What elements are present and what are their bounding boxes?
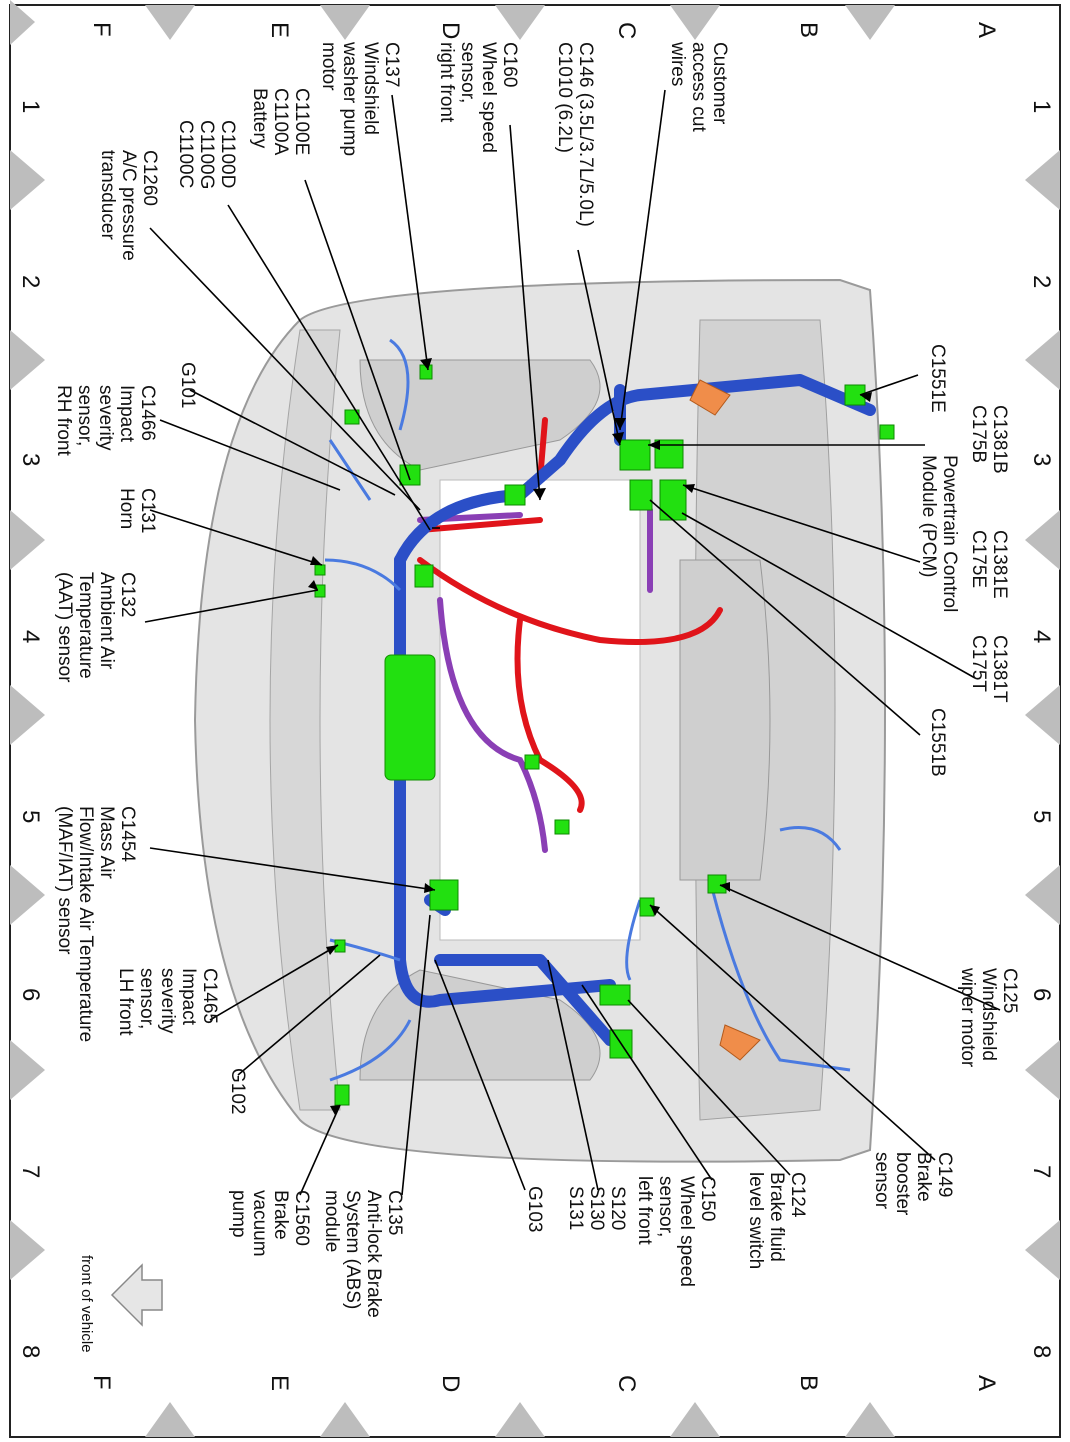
label-c1454-maf-iat: C1454 Mass Air Flow/Intake Air Temperature (MAF/IAT) sensor: [54, 806, 138, 1043]
grid-col-5-right: 5: [1028, 810, 1055, 824]
grid-col-7-right: 7: [1028, 1165, 1055, 1179]
label-c160-wheel-speed-rf: C160 Wheel speed sensor, right front: [436, 42, 520, 153]
grid-col-3-right: 3: [1028, 453, 1055, 467]
label-s120-s130-s131: S120 S130 S131: [565, 1186, 628, 1231]
label-c1465-impact-lh: C1465 Impact severity sensor, LH front: [115, 968, 220, 1036]
label-c124-brake-fluid: C124 Brake fluid level switch: [745, 1172, 808, 1270]
label-c132-aat-sensor: C132 Ambient Air Temperature (AAT) sensor: [54, 572, 138, 683]
grid-col-8-right: 8: [1028, 1345, 1055, 1359]
label-c1381b-c175b: C1381B C175B: [968, 405, 1010, 474]
label-g102: G102: [227, 1068, 248, 1115]
grid-col-6-left: 6: [17, 988, 44, 1002]
grid-col-2-right: 2: [1028, 275, 1055, 289]
grid-row-f-bottom: F: [88, 1375, 115, 1390]
grid-col-5-left: 5: [17, 810, 44, 824]
grid-row-e-bottom: E: [266, 1375, 293, 1392]
grid-col-1-left: 1: [17, 100, 44, 114]
grid-col-4-left: 4: [17, 630, 44, 644]
label-g101: G101: [177, 362, 198, 409]
label-c1381t-c175t: C1381T C175T: [968, 635, 1010, 703]
label-c146-c1010: C146 (3.5L/3.7L/5.0L) C1010 (6.2L): [554, 42, 596, 227]
grid-col-1-right: 1: [1028, 100, 1055, 114]
grid-col-2-left: 2: [17, 275, 44, 289]
grid-row-b-bottom: B: [795, 1375, 822, 1392]
grid-row-d-bottom: D: [437, 1375, 464, 1393]
grid-row-a-bottom: A: [973, 1375, 1000, 1392]
label-c1260-ac-pressure: C1260 A/C pressure transducer: [97, 150, 160, 261]
label-c125-wiper-motor: C125 Windshield wiper motor: [957, 968, 1020, 1068]
label-c150-wheel-speed-lf: C150 Wheel speed sensor, left front: [634, 1176, 718, 1287]
label-c131-horn: C131 Horn: [116, 488, 158, 534]
grid-row-f-top: F: [88, 22, 115, 37]
label-pcm: Powertrain Control Module (PCM): [918, 455, 960, 613]
label-c1100-battery: C1100E C1100A Battery: [249, 88, 312, 156]
label-c137-washer-pump: C137 Windshield washer pump motor: [318, 42, 402, 157]
label-customer-access-cut-wires: Customer access cut wires: [667, 42, 730, 132]
label-c1551e: C1551E: [927, 344, 948, 413]
grid-row-e-top: E: [266, 22, 293, 39]
label-c1100d: C1100D C1100G C1100C: [175, 120, 238, 190]
grid-col-6-right: 6: [1028, 988, 1055, 1002]
grid-col-3-left: 3: [17, 453, 44, 467]
label-c1381e-c175e: C1381E C175E: [968, 530, 1010, 599]
vehicle-body: [195, 280, 885, 1162]
grid-row-c-bottom: C: [613, 1375, 640, 1393]
grid-row-d-top: D: [437, 22, 464, 40]
label-c1466-impact-rh: C1466 Impact severity sensor, RH front: [53, 385, 158, 456]
grid-row-b-top: B: [795, 22, 822, 39]
label-c135-abs-module: C135 Anti-lock Brake System (ABS) module: [321, 1190, 405, 1318]
abs-module-block: [385, 655, 435, 780]
label-c149-brake-booster: C149 Brake booster sensor: [871, 1152, 955, 1216]
label-c1560-vacuum-pump: C1560 Brake vacuum pump: [228, 1190, 312, 1257]
grid-row-c-top: C: [613, 22, 640, 40]
label-c1551b: C1551B: [927, 708, 948, 777]
grid-col-7-left: 7: [17, 1165, 44, 1179]
label-g103: G103: [524, 1186, 545, 1233]
grid-col-4-right: 4: [1028, 630, 1055, 644]
grid-col-8-left: 8: [17, 1345, 44, 1359]
label-front-of-vehicle: front of vehicle: [78, 1255, 95, 1353]
grid-row-a-top: A: [973, 22, 1000, 39]
